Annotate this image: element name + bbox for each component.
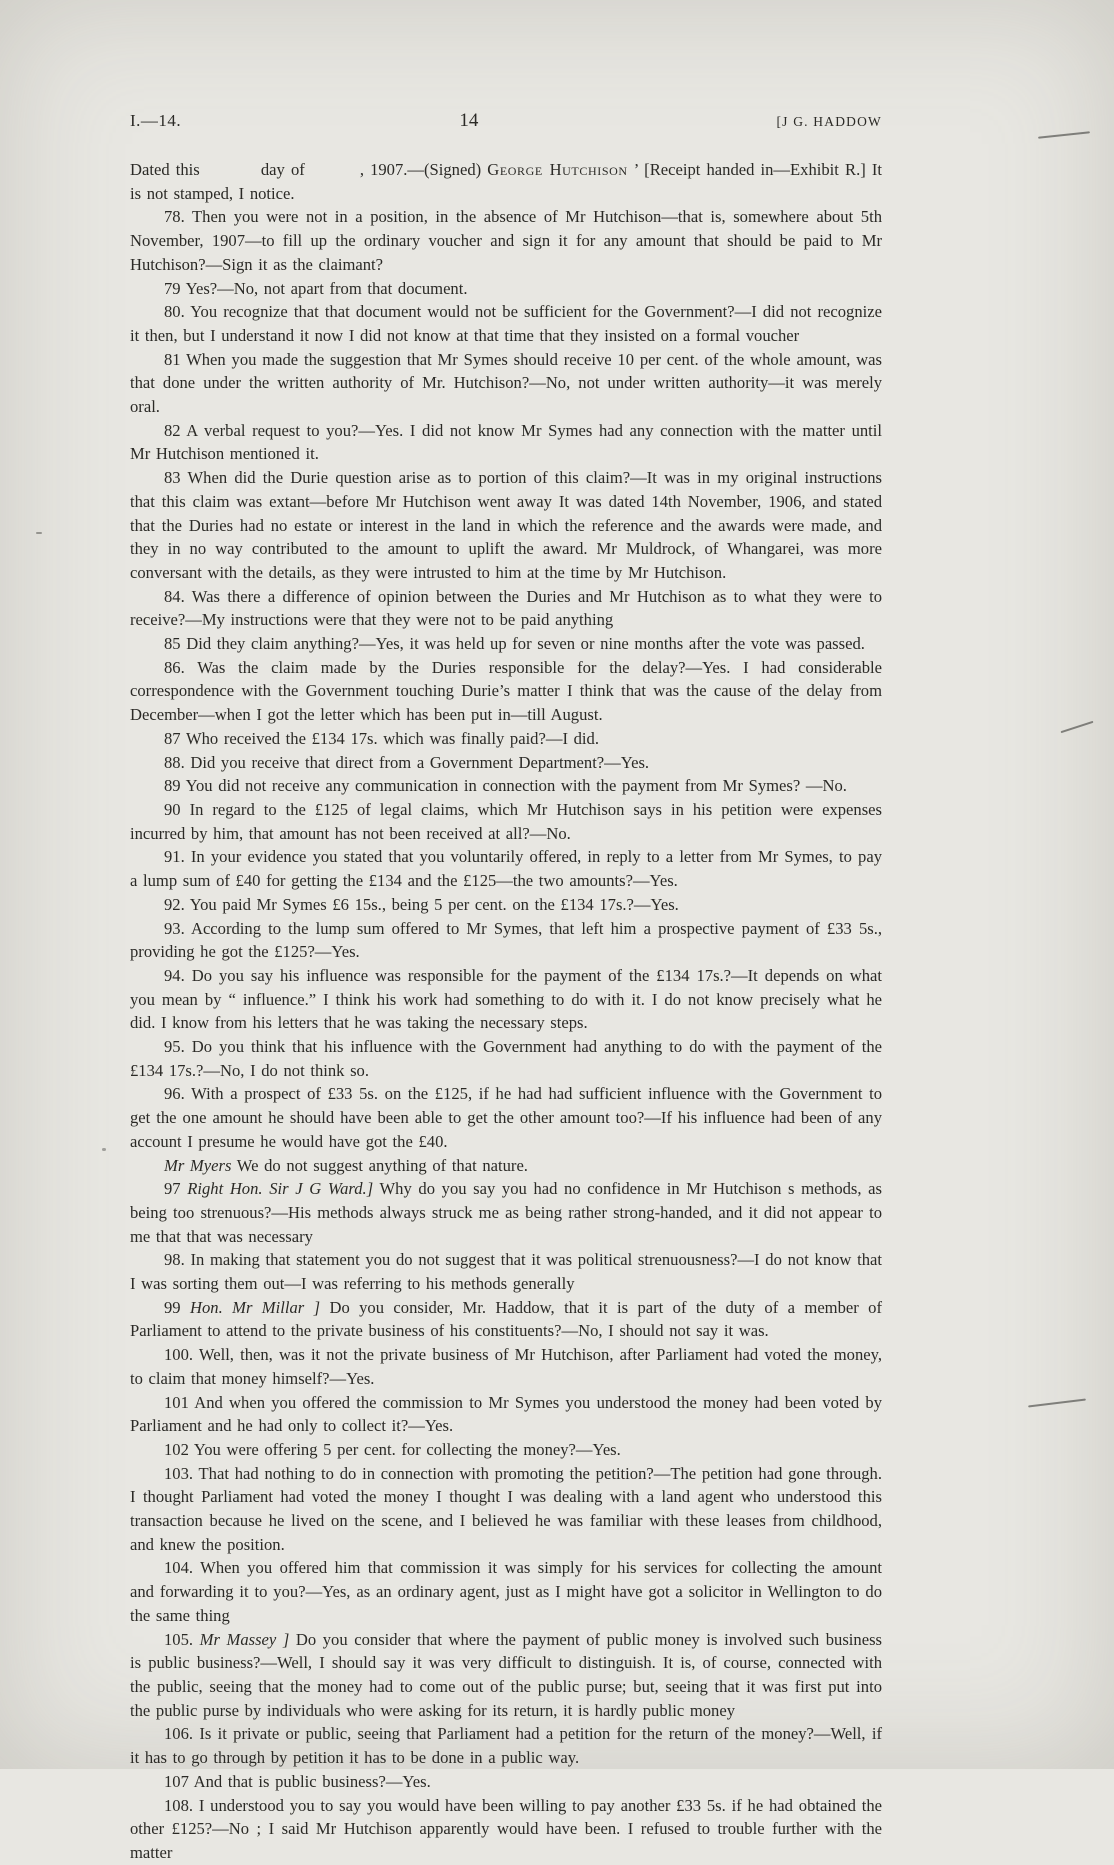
- transcript-body: [130, 158, 882, 1865]
- paragraph: [130, 158, 882, 205]
- text-run: 103. That had nothing to do in connection with promoting the petition?—The petition had gone through. I thought Parliament had voted the money I thought I was dealing with a land agent who understood this transaction because he lived on the scene, and I believed he was familiar with these leases from childhood, and knew the position.: [130, 1463, 882, 1554]
- paragraph: [130, 632, 882, 656]
- text-run: Why do you say you had no confidence in Mr Hutchison s methods, as being too strenuous?—His methods always struck me as being rather strong-handed, and it did not appear to me that that was necessary: [130, 1179, 882, 1246]
- text-run: 95. Do you think that his influence with the Government had anything to do with the payment of the £134 17s.?—No, I do not think so.: [130, 1037, 882, 1080]
- text-run: Mr Myers: [164, 1155, 232, 1175]
- page: [130, 110, 882, 1865]
- paragraph: [130, 300, 882, 347]
- text-run: 100. Well, then, was it not the private business of Mr Hutchison, after Parliament had voted the money, to claim that money himself?—Yes.: [130, 1345, 882, 1388]
- text-run: ’ [Receipt handed in—Exhibit R.] It is not stamped, I notice.: [130, 160, 882, 203]
- paragraph: [130, 1082, 882, 1153]
- pen-mark: [1038, 131, 1090, 138]
- paragraph: [130, 656, 882, 727]
- text-run: Dated this day of , 1907.—(Signed): [130, 160, 488, 179]
- pen-mark: [36, 532, 42, 534]
- paragraph: [130, 585, 882, 632]
- text-run: 88. Did you receive that direct from a Government Department?—Yes.: [164, 752, 650, 772]
- paragraph: [130, 1794, 882, 1865]
- text-run: Do you consider, Mr. Haddow, that it is part of the duty of a member of Parliament to attend to the private business of his constituents?—No, I should not say it was.: [130, 1297, 882, 1341]
- report-number: I.—14.: [130, 111, 182, 130]
- text-run: 98. In making that statement you do not suggest that it was political strenuousness?—I do not know that I was sorting them out—I was referring to his methods generally: [130, 1250, 882, 1294]
- text-run: 108. I understood you to say you would have been willing to pay another £33 5s. if he had obtained the other £125?—No ; I said Mr Hutchison apparently would have been. I refused to trouble further with the matter: [130, 1795, 882, 1862]
- paragraph: [130, 1177, 882, 1248]
- paragraph: [130, 845, 882, 892]
- paragraph: [130, 893, 882, 917]
- paragraph: [130, 1035, 882, 1082]
- text-run: Hon. Mr Millar ]: [190, 1297, 321, 1317]
- text-run: 81 When you made the suggestion that Mr Symes should receive 10 per cent. of the whole amount, was that done under the written authority of Mr. Hutchison?—No, not under written authority—it was merely oral.: [130, 349, 882, 417]
- paragraph: [130, 419, 882, 466]
- text-run: 94. Do you say his influence was responsible for the payment of the £134 17s.?—It depends on what you mean by “ influence.” I think his work had something to do with it. I do not know precisely what he did. I know from his letters that he was taking the necessary steps.: [130, 965, 882, 1033]
- paragraph: [130, 1556, 882, 1627]
- paragraph: [130, 1391, 882, 1438]
- paragraph: [130, 727, 882, 751]
- paragraph: [130, 964, 882, 1035]
- text-run: 78. Then you were not in a position, in the absence of Mr Hutchison—that is, somewhere about 5th November, 1907—to fill up the ordinary voucher and sign it for any amount that should be paid to Mr Hutchison?—Sign it as the claimant?: [130, 207, 882, 274]
- text-run: 97: [164, 1179, 188, 1199]
- pen-mark: [1061, 721, 1094, 733]
- paragraph: [130, 1296, 882, 1343]
- text-run: George Hutchison: [487, 160, 628, 179]
- pen-mark: [102, 1148, 106, 1151]
- page-number: 14: [459, 110, 479, 131]
- text-run: 106. Is it private or public, seeing that Parliament had a petition for the return of the money?—Well, if it has to go through by petition it has to be done in a public way.: [130, 1724, 882, 1768]
- paragraph: [130, 917, 882, 964]
- paragraph: [130, 466, 882, 585]
- paragraph: [130, 1248, 882, 1295]
- text-run: We do not suggest anything of that nature.: [231, 1155, 528, 1175]
- paragraph: [130, 1343, 882, 1390]
- text-run: 79 Yes?—No, not apart from that document.: [164, 278, 468, 298]
- text-run: 80. You recognize that that document would not be sufficient for the Government?—I did not recognize it then, but I understand it now I did not know at that time that they insisted on a formal voucher: [130, 302, 882, 345]
- text-run: 85 Did they claim anything?—Yes, it was held up for seven or nine months after the vote was passed.: [164, 634, 865, 654]
- paragraph: [130, 1770, 882, 1794]
- paragraph: [130, 205, 882, 276]
- text-run: 86. Was the claim made by the Duries responsible for the delay?—Yes. I had considerable correspondence with the Government touching Durie’s matter I think that was the cause of the delay from December—when I got the letter which has been put in—till August.: [130, 657, 882, 725]
- paragraph: [130, 798, 882, 845]
- paragraph: [130, 1438, 882, 1462]
- text-run: 83 When did the Durie question arise as to portion of this claim?—It was in my original instructions that this claim was extant—before Mr Hutchison went away It was dated 14th November, 1906, and stated that the Duries had no estate or interest in the land in which the reference and the awards were made, and they in no way contributed to the amount to uplift the award. Mr Muldrock, of Whangarei, was more conversant with the details, as they were intrusted to him at the time by Mr Hutchison.: [130, 468, 882, 582]
- text-run: Right Hon. Sir J G Ward.]: [187, 1179, 374, 1199]
- text-run: 84. Was there a difference of opinion between the Duries and Mr Hutchison as to what they were to receive?—My instructions were that they were not to be paid anything: [130, 586, 882, 630]
- paragraph: [130, 1462, 882, 1557]
- paragraph: [130, 277, 882, 301]
- text-run: 89 You did not receive any communication in connection with the payment from Mr Symes? —No.: [164, 776, 847, 796]
- text-run: 87 Who received the £134 17s. which was finally paid?—I did.: [164, 728, 599, 748]
- paragraph: [130, 751, 882, 775]
- paragraph: [130, 774, 882, 798]
- text-run: 104. When you offered him that commission it was simply for his services for collecting the amount and forwarding it to you?—Yes, as an ordinary agent, just as I might have got a solicitor in Wellington to do the same thing: [130, 1558, 882, 1625]
- text-run: 107 And that is public business?—Yes.: [164, 1771, 431, 1791]
- paragraph: [130, 1628, 882, 1723]
- text-run: Mr Massey ]: [199, 1629, 290, 1649]
- paragraph: [130, 348, 882, 419]
- pen-mark: [1028, 1398, 1086, 1407]
- text-run: 82 A verbal request to you?—Yes. I did not know Mr Symes had any connection with the matter until Mr Hutchison mentioned it.: [130, 420, 882, 464]
- witness-name-header: [J G. HADDOW: [776, 114, 882, 129]
- page-header: [130, 110, 882, 132]
- text-run: 92. You paid Mr Symes £6 15s., being 5 per cent. on the £134 17s.?—Yes.: [164, 894, 679, 914]
- text-run: 101 And when you offered the commission to Mr Symes you understood the money had been voted by Parliament and he had only to collect it?—Yes.: [130, 1392, 882, 1436]
- paragraph: [130, 1154, 882, 1178]
- text-run: 91. In your evidence you stated that you voluntarily offered, in reply to a letter from Mr Symes, to pay a lump sum of £40 for getting the £134 and the £125—the two amounts?—Yes.: [130, 847, 882, 891]
- text-run: 102 You were offering 5 per cent. for collecting the money?—Yes.: [164, 1439, 621, 1459]
- text-run: 90 In regard to the £125 of legal claims, which Mr Hutchison says in his petition were expenses incurred by him, that amount has not been received at all?—No.: [130, 799, 882, 843]
- paragraph: [130, 1722, 882, 1769]
- text-run: 93. According to the lump sum offered to Mr Symes, that left him a prospective payment of £33 5s., providing he got the £125?—Yes.: [130, 918, 882, 962]
- text-run: 99: [164, 1297, 190, 1317]
- text-run: 105.: [164, 1629, 200, 1649]
- text-run: Do you consider that where the payment of public money is involved such business is public business?—Well, I should say it was very difficult to distinguish. It is, of course, connected with the public, seeing that the money had to come out of the public purse; but, seeing that it was first put into the public purse by individuals who were asking for its return, it is hardly public money: [130, 1629, 882, 1720]
- text-run: 96. With a prospect of £33 5s. on the £125, if he had had sufficient influence with the Government to get the one amount he should have been able to get the other amount too?—If his influence had been of any account I presume he would have got the £40.: [130, 1084, 882, 1151]
